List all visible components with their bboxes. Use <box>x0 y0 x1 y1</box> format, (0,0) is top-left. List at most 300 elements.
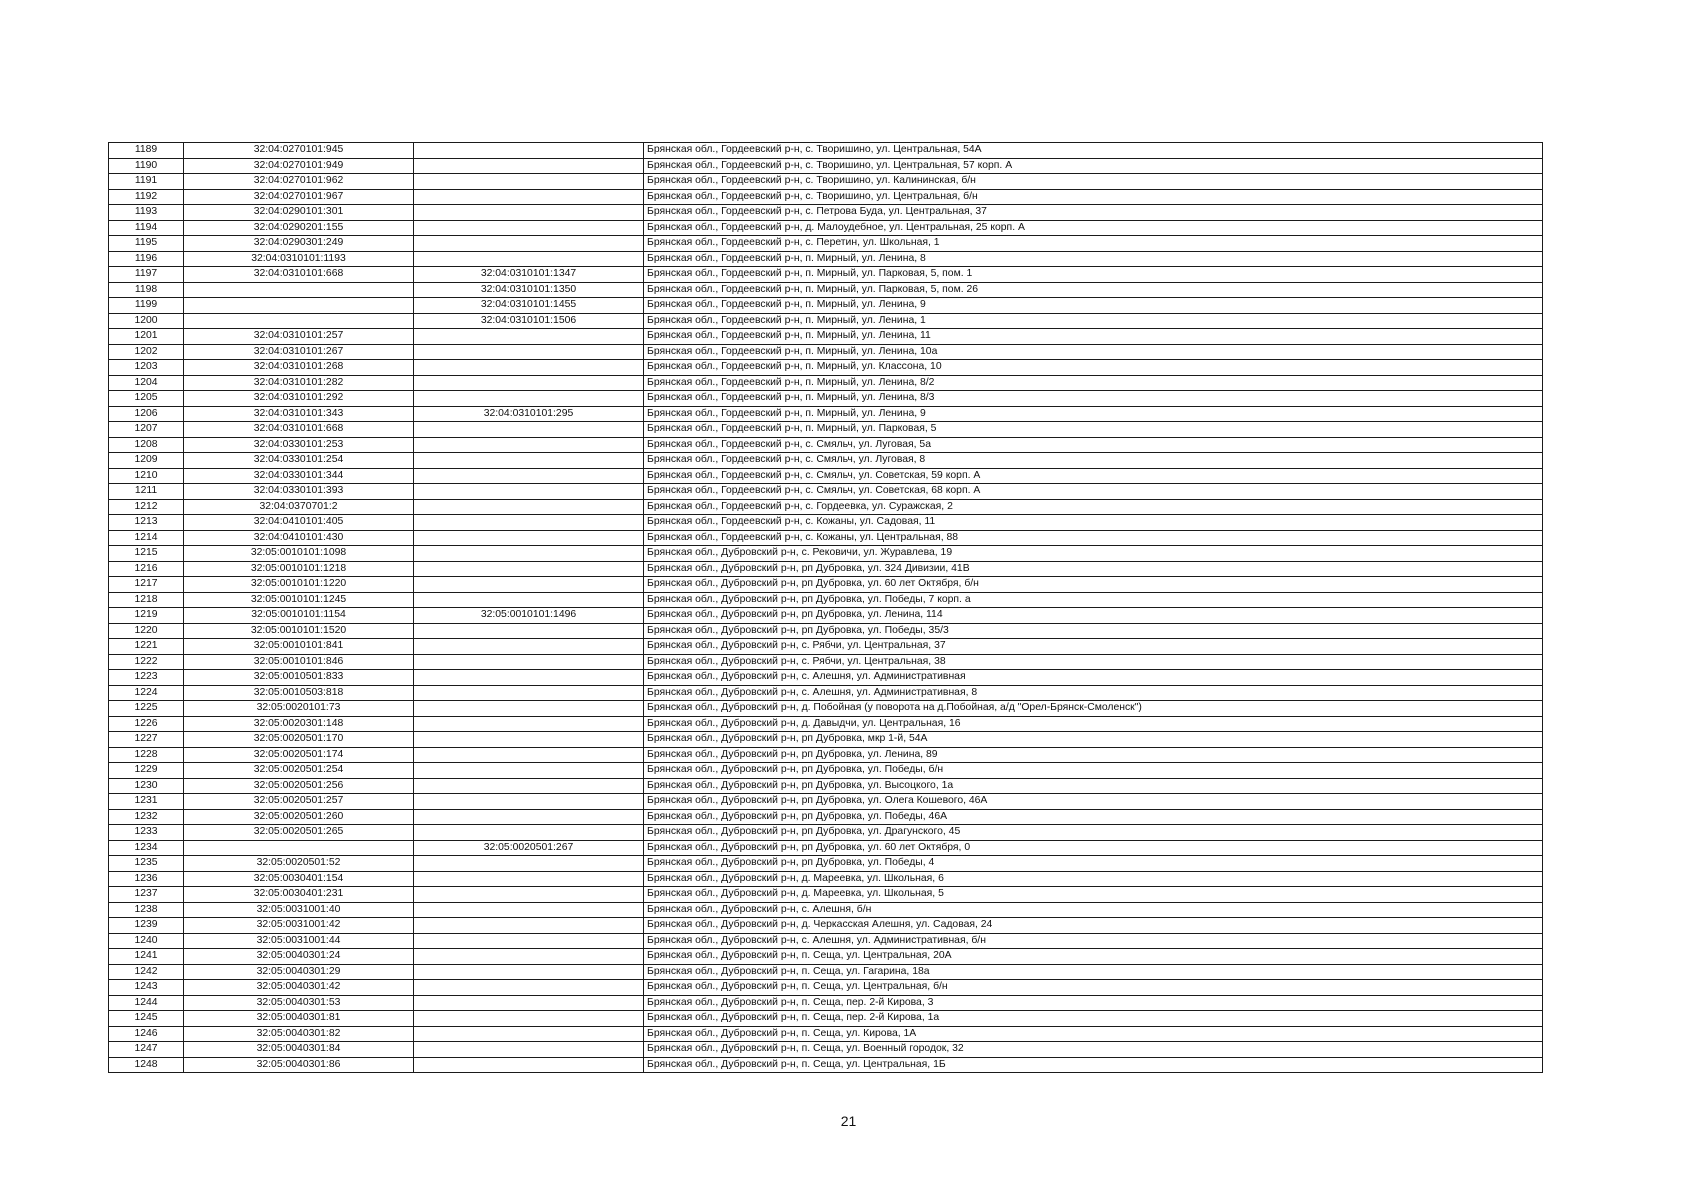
row-number-cell: 1228 <box>109 747 184 763</box>
row-number-cell: 1224 <box>109 685 184 701</box>
table-row <box>109 778 1543 794</box>
cadastral-number-cell: 32:05:0010503:818 <box>184 685 414 701</box>
address-cell: Брянская обл., Гордеевский р-н, с. Творишино, ул. Калининская, б/н <box>644 174 1543 190</box>
linked-cadastral-number-cell <box>414 1042 644 1058</box>
row-number-cell: 1214 <box>109 530 184 546</box>
address-cell: Брянская обл., Дубровский р-н, п. Сеща, ул. Кирова, 1А <box>644 1026 1543 1042</box>
row-number-cell: 1235 <box>109 856 184 872</box>
linked-cadastral-number-cell: 32:04:0310101:1347 <box>414 267 644 283</box>
address-cell: Брянская обл., Дубровский р-н, с. Рековичи, ул. Журавлева, 19 <box>644 546 1543 562</box>
row-number-cell: 1217 <box>109 577 184 593</box>
address-cell: Брянская обл., Дубровский р-н, п. Сеща, ул. Центральная, б/н <box>644 980 1543 996</box>
table-row <box>109 391 1543 407</box>
row-number-cell: 1242 <box>109 964 184 980</box>
cadastral-number-cell: 32:04:0330101:344 <box>184 468 414 484</box>
cadastral-number-cell: 32:05:0040301:29 <box>184 964 414 980</box>
cadastral-number-cell: 32:05:0040301:82 <box>184 1026 414 1042</box>
address-cell: Брянская обл., Гордеевский р-н, п. Мирный, ул. Парковая, 5 <box>644 422 1543 438</box>
cadastral-number-cell: 32:05:0020501:256 <box>184 778 414 794</box>
linked-cadastral-number-cell <box>414 391 644 407</box>
linked-cadastral-number-cell: 32:05:0010101:1496 <box>414 608 644 624</box>
row-number-cell: 1238 <box>109 902 184 918</box>
row-number-cell: 1195 <box>109 236 184 252</box>
row-number-cell: 1207 <box>109 422 184 438</box>
address-cell: Брянская обл., Дубровский р-н, рп Дубровка, ул. Ленина, 114 <box>644 608 1543 624</box>
linked-cadastral-number-cell <box>414 329 644 345</box>
linked-cadastral-number-cell <box>414 825 644 841</box>
linked-cadastral-number-cell <box>414 236 644 252</box>
cadastral-number-cell: 32:05:0020501:254 <box>184 763 414 779</box>
address-cell: Брянская обл., Дубровский р-н, рп Дубровка, ул. Победы, 35/3 <box>644 623 1543 639</box>
row-number-cell: 1225 <box>109 701 184 717</box>
address-cell: Брянская обл., Гордеевский р-н, п. Мирный, ул. Классона, 10 <box>644 360 1543 376</box>
linked-cadastral-number-cell <box>414 189 644 205</box>
address-cell: Брянская обл., Дубровский р-н, п. Сеща, ул. Военный городок, 32 <box>644 1042 1543 1058</box>
cadastral-number-cell: 32:05:0020501:52 <box>184 856 414 872</box>
address-cell: Брянская обл., Дубровский р-н, рп Дубровка, ул. 60 лет Октября, 0 <box>644 840 1543 856</box>
linked-cadastral-number-cell <box>414 530 644 546</box>
cadastral-number-cell: 32:05:0040301:24 <box>184 949 414 965</box>
linked-cadastral-number-cell <box>414 344 644 360</box>
linked-cadastral-number-cell <box>414 809 644 825</box>
cadastral-number-cell: 32:04:0310101:268 <box>184 360 414 376</box>
row-number-cell: 1198 <box>109 282 184 298</box>
cadastral-number-cell <box>184 840 414 856</box>
address-cell: Брянская обл., Дубровский р-н, рп Дубровка, ул. Высоцкого, 1а <box>644 778 1543 794</box>
table-row <box>109 267 1543 283</box>
cadastral-number-cell: 32:05:0010101:1218 <box>184 561 414 577</box>
table-row <box>109 282 1543 298</box>
address-cell: Брянская обл., Гордеевский р-н, п. Мирный, ул. Ленина, 9 <box>644 298 1543 314</box>
linked-cadastral-number-cell: 32:04:0310101:1350 <box>414 282 644 298</box>
table-row <box>109 763 1543 779</box>
row-number-cell: 1193 <box>109 205 184 221</box>
cadastral-number-cell: 32:05:0020501:174 <box>184 747 414 763</box>
row-number-cell: 1212 <box>109 499 184 515</box>
linked-cadastral-number-cell <box>414 685 644 701</box>
cadastral-number-cell: 32:05:0031001:44 <box>184 933 414 949</box>
address-cell: Брянская обл., Гордеевский р-н, п. Мирный, ул. Парковая, 5, пом. 1 <box>644 267 1543 283</box>
table-row <box>109 623 1543 639</box>
table-row <box>109 794 1543 810</box>
table-row <box>109 654 1543 670</box>
cadastral-number-cell: 32:05:0010101:1154 <box>184 608 414 624</box>
address-cell: Брянская обл., Дубровский р-н, с. Алешня, ул. Административная <box>644 670 1543 686</box>
cadastral-number-cell: 32:04:0410101:430 <box>184 530 414 546</box>
cadastral-number-cell: 32:04:0410101:405 <box>184 515 414 531</box>
linked-cadastral-number-cell <box>414 468 644 484</box>
row-number-cell: 1191 <box>109 174 184 190</box>
table-row <box>109 158 1543 174</box>
table-row <box>109 422 1543 438</box>
table-row <box>109 360 1543 376</box>
cadastral-number-cell: 32:04:0330101:253 <box>184 437 414 453</box>
address-cell: Брянская обл., Гордеевский р-н, с. Смяльч, ул. Луговая, 5а <box>644 437 1543 453</box>
table-row <box>109 685 1543 701</box>
cadastral-number-cell: 32:05:0010101:841 <box>184 639 414 655</box>
linked-cadastral-number-cell <box>414 515 644 531</box>
address-cell: Брянская обл., Гордеевский р-н, с. Творишино, ул. Центральная, б/н <box>644 189 1543 205</box>
address-cell: Брянская обл., Гордеевский р-н, п. Мирный, ул. Ленина, 1 <box>644 313 1543 329</box>
table-row <box>109 949 1543 965</box>
linked-cadastral-number-cell: 32:04:0310101:1506 <box>414 313 644 329</box>
cadastral-number-cell: 32:04:0270101:949 <box>184 158 414 174</box>
linked-cadastral-number-cell <box>414 453 644 469</box>
row-number-cell: 1247 <box>109 1042 184 1058</box>
address-cell: Брянская обл., Дубровский р-н, рп Дубровка, ул. Олега Кошевого, 46А <box>644 794 1543 810</box>
row-number-cell: 1201 <box>109 329 184 345</box>
cadastral-number-cell: 32:05:0040301:42 <box>184 980 414 996</box>
row-number-cell: 1210 <box>109 468 184 484</box>
address-cell: Брянская обл., Дубровский р-н, рп Дубровка, мкр 1-й, 54А <box>644 732 1543 748</box>
address-cell: Брянская обл., Дубровский р-н, рп Дубровка, ул. Победы, 7 корп. а <box>644 592 1543 608</box>
address-cell: Брянская обл., Гордеевский р-н, с. Гордеевка, ул. Суражская, 2 <box>644 499 1543 515</box>
table-row <box>109 236 1543 252</box>
row-number-cell: 1213 <box>109 515 184 531</box>
cadastral-number-cell: 32:04:0290301:249 <box>184 236 414 252</box>
cadastral-number-cell: 32:05:0010101:1098 <box>184 546 414 562</box>
row-number-cell: 1199 <box>109 298 184 314</box>
table-row <box>109 174 1543 190</box>
address-cell: Брянская обл., Гордеевский р-н, д. Малоудебное, ул. Центральная, 25 корп. А <box>644 220 1543 236</box>
address-cell: Брянская обл., Дубровский р-н, с. Рябчи, ул. Центральная, 37 <box>644 639 1543 655</box>
address-cell: Брянская обл., Дубровский р-н, с. Алешня, б/н <box>644 902 1543 918</box>
linked-cadastral-number-cell: 32:04:0310101:295 <box>414 406 644 422</box>
address-cell: Брянская обл., Гордеевский р-н, с. Творишино, ул. Центральная, 54А <box>644 143 1543 159</box>
linked-cadastral-number-cell <box>414 639 644 655</box>
row-number-cell: 1205 <box>109 391 184 407</box>
table-row <box>109 902 1543 918</box>
table-row <box>109 856 1543 872</box>
address-cell: Брянская обл., Дубровский р-н, п. Сеща, ул. Гагарина, 18а <box>644 964 1543 980</box>
row-number-cell: 1211 <box>109 484 184 500</box>
row-number-cell: 1192 <box>109 189 184 205</box>
cadastral-number-cell: 32:05:0040301:86 <box>184 1057 414 1073</box>
cadastral-number-cell: 32:04:0310101:257 <box>184 329 414 345</box>
row-number-cell: 1243 <box>109 980 184 996</box>
linked-cadastral-number-cell <box>414 592 644 608</box>
table-row <box>109 670 1543 686</box>
linked-cadastral-number-cell <box>414 794 644 810</box>
table-row <box>109 484 1543 500</box>
address-cell: Брянская обл., Гордеевский р-н, с. Смяльч, ул. Советская, 68 корп. А <box>644 484 1543 500</box>
row-number-cell: 1209 <box>109 453 184 469</box>
linked-cadastral-number-cell <box>414 701 644 717</box>
linked-cadastral-number-cell <box>414 949 644 965</box>
table-row <box>109 406 1543 422</box>
row-number-cell: 1240 <box>109 933 184 949</box>
row-number-cell: 1239 <box>109 918 184 934</box>
table-row <box>109 871 1543 887</box>
table-row <box>109 499 1543 515</box>
table-row <box>109 1011 1543 1027</box>
linked-cadastral-number-cell <box>414 205 644 221</box>
table-row <box>109 608 1543 624</box>
table-row <box>109 577 1543 593</box>
row-number-cell: 1246 <box>109 1026 184 1042</box>
linked-cadastral-number-cell <box>414 174 644 190</box>
address-cell: Брянская обл., Дубровский р-н, рп Дубровка, ул. Победы, б/н <box>644 763 1543 779</box>
row-number-cell: 1226 <box>109 716 184 732</box>
address-cell: Брянская обл., Гордеевский р-н, с. Перетин, ул. Школьная, 1 <box>644 236 1543 252</box>
cadastral-number-cell: 32:05:0020101:73 <box>184 701 414 717</box>
table-row <box>109 251 1543 267</box>
table-row <box>109 933 1543 949</box>
row-number-cell: 1241 <box>109 949 184 965</box>
address-cell: Брянская обл., Гордеевский р-н, п. Мирный, ул. Ленина, 9 <box>644 406 1543 422</box>
address-cell: Брянская обл., Дубровский р-н, рп Дубровка, ул. 60 лет Октября, б/н <box>644 577 1543 593</box>
table-row <box>109 716 1543 732</box>
cadastral-number-cell: 32:05:0010101:1245 <box>184 592 414 608</box>
row-number-cell: 1203 <box>109 360 184 376</box>
linked-cadastral-number-cell: 32:05:0020501:267 <box>414 840 644 856</box>
cadastral-number-cell: 32:05:0020501:170 <box>184 732 414 748</box>
cadastral-number-cell: 32:04:0310101:1193 <box>184 251 414 267</box>
linked-cadastral-number-cell <box>414 437 644 453</box>
row-number-cell: 1248 <box>109 1057 184 1073</box>
linked-cadastral-number-cell <box>414 360 644 376</box>
address-cell: Брянская обл., Гордеевский р-н, с. Смяльч, ул. Луговая, 8 <box>644 453 1543 469</box>
address-cell: Брянская обл., Дубровский р-н, п. Сеща, пер. 2-й Кирова, 1а <box>644 1011 1543 1027</box>
linked-cadastral-number-cell <box>414 887 644 903</box>
linked-cadastral-number-cell <box>414 1026 644 1042</box>
table-row <box>109 205 1543 221</box>
address-cell: Брянская обл., Дубровский р-н, п. Сеща, пер. 2-й Кирова, 3 <box>644 995 1543 1011</box>
address-cell: Брянская обл., Гордеевский р-н, с. Кожаны, ул. Центральная, 88 <box>644 530 1543 546</box>
cadastral-number-cell <box>184 298 414 314</box>
row-number-cell: 1227 <box>109 732 184 748</box>
table-row <box>109 1057 1543 1073</box>
linked-cadastral-number-cell <box>414 623 644 639</box>
cadastral-number-cell: 32:04:0290101:301 <box>184 205 414 221</box>
cadastral-number-cell: 32:05:0040301:81 <box>184 1011 414 1027</box>
linked-cadastral-number-cell <box>414 995 644 1011</box>
cadastral-number-cell: 32:04:0370701:2 <box>184 499 414 515</box>
table-row <box>109 964 1543 980</box>
row-number-cell: 1202 <box>109 344 184 360</box>
row-number-cell: 1233 <box>109 825 184 841</box>
row-number-cell: 1190 <box>109 158 184 174</box>
address-cell: Брянская обл., Гордеевский р-н, п. Мирный, ул. Ленина, 10а <box>644 344 1543 360</box>
address-cell: Брянская обл., Дубровский р-н, рп Дубровка, ул. Драгунского, 45 <box>644 825 1543 841</box>
table-row <box>109 453 1543 469</box>
table-row <box>109 220 1543 236</box>
linked-cadastral-number-cell <box>414 1011 644 1027</box>
linked-cadastral-number-cell <box>414 871 644 887</box>
linked-cadastral-number-cell <box>414 375 644 391</box>
linked-cadastral-number-cell <box>414 980 644 996</box>
address-cell: Брянская обл., Дубровский р-н, д. Мареевка, ул. Школьная, 6 <box>644 871 1543 887</box>
row-number-cell: 1216 <box>109 561 184 577</box>
address-cell: Брянская обл., Гордеевский р-н, п. Мирный, ул. Парковая, 5, пом. 26 <box>644 282 1543 298</box>
table-row <box>109 918 1543 934</box>
row-number-cell: 1220 <box>109 623 184 639</box>
cadastral-number-cell: 32:05:0030401:154 <box>184 871 414 887</box>
row-number-cell: 1236 <box>109 871 184 887</box>
row-number-cell: 1223 <box>109 670 184 686</box>
address-cell: Брянская обл., Дубровский р-н, п. Сеща, ул. Центральная, 20А <box>644 949 1543 965</box>
table-row <box>109 887 1543 903</box>
linked-cadastral-number-cell <box>414 778 644 794</box>
cadastral-number-cell <box>184 282 414 298</box>
address-cell: Брянская обл., Дубровский р-н, д. Черкасская Алешня, ул. Садовая, 24 <box>644 918 1543 934</box>
address-cell: Брянская обл., Гордеевский р-н, с. Петрова Буда, ул. Центральная, 37 <box>644 205 1543 221</box>
row-number-cell: 1218 <box>109 592 184 608</box>
row-number-cell: 1245 <box>109 1011 184 1027</box>
cadastral-number-cell: 32:04:0270101:962 <box>184 174 414 190</box>
linked-cadastral-number-cell <box>414 1057 644 1073</box>
cadastral-number-cell <box>184 313 414 329</box>
cadastral-number-cell: 32:05:0031001:40 <box>184 902 414 918</box>
table-row <box>109 639 1543 655</box>
row-number-cell: 1204 <box>109 375 184 391</box>
linked-cadastral-number-cell <box>414 670 644 686</box>
linked-cadastral-number-cell <box>414 902 644 918</box>
cadastral-number-cell: 32:05:0020501:260 <box>184 809 414 825</box>
address-cell: Брянская обл., Гордеевский р-н, с. Кожаны, ул. Садовая, 11 <box>644 515 1543 531</box>
row-number-cell: 1189 <box>109 143 184 159</box>
table-body <box>109 143 1543 1073</box>
row-number-cell: 1244 <box>109 995 184 1011</box>
table-row <box>109 995 1543 1011</box>
linked-cadastral-number-cell <box>414 964 644 980</box>
row-number-cell: 1208 <box>109 437 184 453</box>
linked-cadastral-number-cell <box>414 143 644 159</box>
address-cell: Брянская обл., Гордеевский р-н, п. Мирный, ул. Ленина, 8/3 <box>644 391 1543 407</box>
address-cell: Брянская обл., Дубровский р-н, рп Дубровка, ул. Победы, 4 <box>644 856 1543 872</box>
address-cell: Брянская обл., Гордеевский р-н, п. Мирный, ул. Ленина, 8/2 <box>644 375 1543 391</box>
table-row <box>109 189 1543 205</box>
address-cell: Брянская обл., Дубровский р-н, д. Побойная (у поворота на д.Побойная, а/д "Орел-Брянск-Смоленск") <box>644 701 1543 717</box>
address-cell: Брянская обл., Дубровский р-н, п. Сеща, ул. Центральная, 1Б <box>644 1057 1543 1073</box>
cadastral-number-cell: 32:05:0040301:84 <box>184 1042 414 1058</box>
linked-cadastral-number-cell <box>414 654 644 670</box>
address-cell: Брянская обл., Дубровский р-н, с. Рябчи, ул. Центральная, 38 <box>644 654 1543 670</box>
linked-cadastral-number-cell <box>414 220 644 236</box>
table-row <box>109 329 1543 345</box>
table-row <box>109 546 1543 562</box>
table-row <box>109 747 1543 763</box>
cadastral-number-cell: 32:05:0010501:833 <box>184 670 414 686</box>
address-cell: Брянская обл., Дубровский р-н, рп Дубровка, ул. 324 Дивизии, 41В <box>644 561 1543 577</box>
cadastral-number-cell: 32:04:0330101:393 <box>184 484 414 500</box>
cadastral-number-cell: 32:04:0270101:945 <box>184 143 414 159</box>
address-cell: Брянская обл., Дубровский р-н, рп Дубровка, ул. Победы, 46А <box>644 809 1543 825</box>
linked-cadastral-number-cell <box>414 422 644 438</box>
table-row <box>109 313 1543 329</box>
row-number-cell: 1231 <box>109 794 184 810</box>
row-number-cell: 1194 <box>109 220 184 236</box>
cadastral-number-cell: 32:05:0020501:257 <box>184 794 414 810</box>
row-number-cell: 1222 <box>109 654 184 670</box>
row-number-cell: 1206 <box>109 406 184 422</box>
address-cell: Брянская обл., Гордеевский р-н, с. Творишино, ул. Центральная, 57 корп. А <box>644 158 1543 174</box>
row-number-cell: 1215 <box>109 546 184 562</box>
row-number-cell: 1221 <box>109 639 184 655</box>
linked-cadastral-number-cell <box>414 747 644 763</box>
table-row <box>109 298 1543 314</box>
linked-cadastral-number-cell <box>414 933 644 949</box>
table-row <box>109 530 1543 546</box>
linked-cadastral-number-cell <box>414 856 644 872</box>
table-row <box>109 1026 1543 1042</box>
linked-cadastral-number-cell <box>414 546 644 562</box>
row-number-cell: 1196 <box>109 251 184 267</box>
table-row <box>109 809 1543 825</box>
linked-cadastral-number-cell <box>414 499 644 515</box>
cadastral-number-cell: 32:05:0030401:231 <box>184 887 414 903</box>
table-row <box>109 732 1543 748</box>
table-row <box>109 468 1543 484</box>
cadastral-number-cell: 32:05:0010101:1520 <box>184 623 414 639</box>
table-row <box>109 701 1543 717</box>
linked-cadastral-number-cell <box>414 763 644 779</box>
row-number-cell: 1237 <box>109 887 184 903</box>
row-number-cell: 1232 <box>109 809 184 825</box>
cadastral-number-cell: 32:05:0020501:265 <box>184 825 414 841</box>
address-cell: Брянская обл., Дубровский р-н, д. Мареевка, ул. Школьная, 5 <box>644 887 1543 903</box>
page-number: 21 <box>840 1113 857 1129</box>
table-row <box>109 825 1543 841</box>
linked-cadastral-number-cell <box>414 716 644 732</box>
linked-cadastral-number-cell <box>414 561 644 577</box>
table-row <box>109 375 1543 391</box>
linked-cadastral-number-cell <box>414 251 644 267</box>
address-cell: Брянская обл., Дубровский р-н, рп Дубровка, ул. Ленина, 89 <box>644 747 1543 763</box>
row-number-cell: 1200 <box>109 313 184 329</box>
linked-cadastral-number-cell: 32:04:0310101:1455 <box>414 298 644 314</box>
cadastral-number-cell: 32:04:0330101:254 <box>184 453 414 469</box>
row-number-cell: 1229 <box>109 763 184 779</box>
cadastral-number-cell: 32:05:0010101:1220 <box>184 577 414 593</box>
linked-cadastral-number-cell <box>414 484 644 500</box>
row-number-cell: 1219 <box>109 608 184 624</box>
cadastral-number-cell: 32:05:0040301:53 <box>184 995 414 1011</box>
cadastral-number-cell: 32:05:0010101:846 <box>184 654 414 670</box>
cadastral-number-cell: 32:04:0310101:343 <box>184 406 414 422</box>
cadastral-number-cell: 32:04:0310101:267 <box>184 344 414 360</box>
table-row <box>109 344 1543 360</box>
address-cell: Брянская обл., Гордеевский р-н, п. Мирный, ул. Ленина, 11 <box>644 329 1543 345</box>
table-row <box>109 592 1543 608</box>
cadastral-number-cell: 32:04:0310101:292 <box>184 391 414 407</box>
table-row <box>109 980 1543 996</box>
linked-cadastral-number-cell <box>414 732 644 748</box>
linked-cadastral-number-cell <box>414 918 644 934</box>
cadastral-number-cell: 32:04:0310101:668 <box>184 422 414 438</box>
row-number-cell: 1230 <box>109 778 184 794</box>
linked-cadastral-number-cell <box>414 158 644 174</box>
registry-table <box>108 142 1543 1073</box>
address-cell: Брянская обл., Дубровский р-н, с. Алешня, ул. Административная, 8 <box>644 685 1543 701</box>
table-row <box>109 143 1543 159</box>
cadastral-number-cell: 32:05:0020301:148 <box>184 716 414 732</box>
address-cell: Брянская обл., Дубровский р-н, д. Давыдчи, ул. Центральная, 16 <box>644 716 1543 732</box>
address-cell: Брянская обл., Гордеевский р-н, с. Смяльч, ул. Советская, 59 корп. А <box>644 468 1543 484</box>
table-row <box>109 1042 1543 1058</box>
cadastral-number-cell: 32:04:0290201:155 <box>184 220 414 236</box>
table-row <box>109 561 1543 577</box>
cadastral-number-cell: 32:04:0310101:282 <box>184 375 414 391</box>
row-number-cell: 1197 <box>109 267 184 283</box>
row-number-cell: 1234 <box>109 840 184 856</box>
cadastral-number-cell: 32:05:0031001:42 <box>184 918 414 934</box>
table-row <box>109 437 1543 453</box>
cadastral-number-cell: 32:04:0270101:967 <box>184 189 414 205</box>
address-cell: Брянская обл., Дубровский р-н, с. Алешня, ул. Административная, б/н <box>644 933 1543 949</box>
linked-cadastral-number-cell <box>414 577 644 593</box>
address-cell: Брянская обл., Гордеевский р-н, п. Мирный, ул. Ленина, 8 <box>644 251 1543 267</box>
